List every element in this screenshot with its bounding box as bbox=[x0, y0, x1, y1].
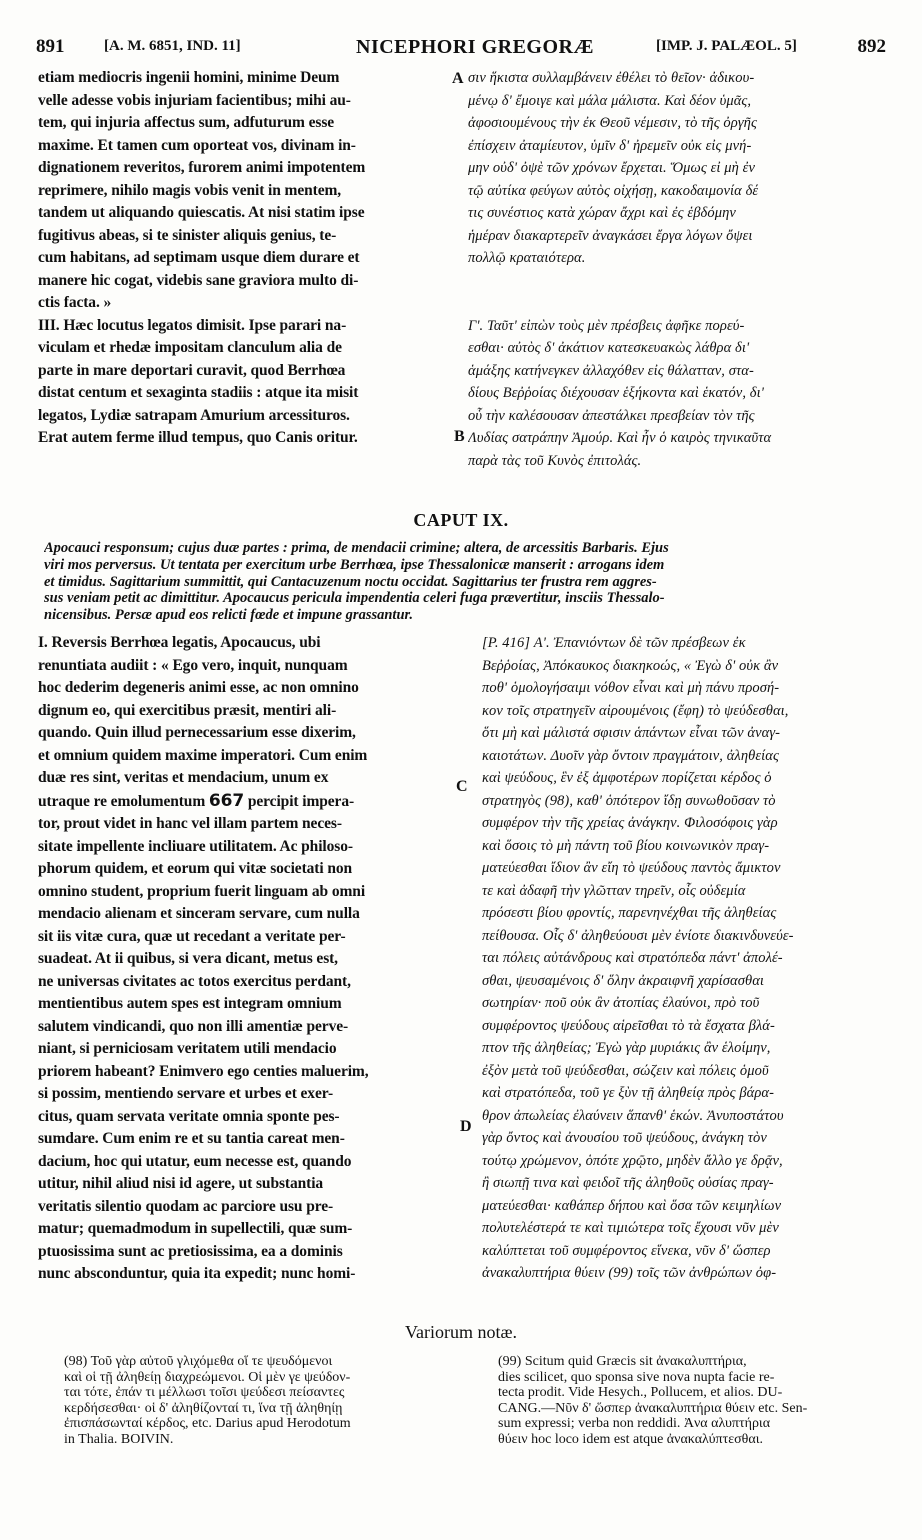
text-line: dignum eo, qui exercitibus præsit, mentiri ali- bbox=[38, 701, 337, 719]
text-line: dignationem reveritos, furorem animi impotentem bbox=[38, 159, 366, 176]
text-line: reprimere, nihilo magis vobis venit in mentem, bbox=[38, 181, 342, 199]
text-line: omnino student, proprium fuerit linguam ab omni bbox=[38, 882, 366, 900]
text-line: ματεύεσθαι ἴδιον ἂν εἴη τὸ ψεύδους παντὸς ἄμικτον bbox=[482, 860, 781, 876]
text-line: θρον ἀπωλείας ἐλαύνειν ἅπανθ' ἑκών. Ἀνυποστάτου bbox=[482, 1107, 784, 1124]
latin-line-with-page-number: utraque re emolumentum 667 percipit impera- bbox=[38, 790, 355, 811]
note-line: tecta prodit. Vide Hesych., Pollucem, et alios. DU- bbox=[498, 1385, 783, 1400]
margin-marker-a: A bbox=[452, 70, 464, 87]
text-line: ματεύεσθαι· καθάπερ δήπου καὶ ὅσα τῶν κειμηλίων bbox=[482, 1197, 782, 1214]
text-line: suadeat. At ii quibus, si vera dicant, metus est, bbox=[38, 950, 338, 967]
text-line: duæ res sint, veritas et mendacium, unum ex bbox=[38, 769, 329, 786]
main-latin-column bbox=[38, 632, 458, 1286]
text-line: cum habitans, ad septimam usque diem durare et bbox=[38, 249, 360, 266]
text-line: velle adesse vobis injuriam facientibus; mihi au- bbox=[38, 91, 351, 109]
text-line: συμφέρον τὴν τῆς χρείας ἀνάγκην. Φιλοσόφοις γὰρ bbox=[482, 815, 778, 831]
page-number-right: 892 bbox=[857, 36, 886, 57]
text-line: etiam mediocris ingenii homini, minime Deum bbox=[38, 69, 340, 86]
text-line: ptuosissima sunt ac pretiosissima, ea a dominis bbox=[38, 1242, 343, 1260]
text-line: priorem habeant? Enimvero ego centies maluerim, bbox=[38, 1062, 369, 1080]
text-line: σθαι, ψευσαμένοις δ' ὅλην ἀκραιφνῆ χαρίσασθαι bbox=[482, 972, 765, 989]
text-line: tandem ut aliquando quiescatis. At nisi statim ipse bbox=[38, 204, 365, 221]
text-line: σιν ἥκιστα συλλαμβάνειν ἐθέλει τὸ θεῖον· ἀδικου- bbox=[468, 70, 755, 86]
text-line: phorum quidem, et eorum qui vitæ societati non bbox=[38, 860, 353, 877]
text-line: καὶ στρατόπεδα, τοῦ γε ξὺν τῇ ἀληθείᾳ πρὸς βάρα- bbox=[482, 1085, 775, 1101]
note-line: καὶ οἱ τῇ ἀληθείῃ διαχρεώμενοι. Οἱ μὲν γε ψεύδον- bbox=[64, 1369, 351, 1385]
text-line: manere hic cogat, videbis sane graviora multo di- bbox=[38, 271, 359, 289]
text-line: niant, si perniciosam veritatem utili mendacio bbox=[38, 1040, 337, 1057]
text-line: sit iis vitæ cura, quæ ut recedant a veritate per- bbox=[38, 927, 346, 945]
page-number-left: 891 bbox=[36, 36, 65, 57]
text-line: συμφέροντος ψεύδους αἱρεῖσθαι τὸ τὰ ἔσχατα βλά- bbox=[482, 1017, 775, 1034]
text-line: sumdare. Cum enim re et su tantia careat men- bbox=[38, 1130, 345, 1147]
text-line: σωτηρίαν· ποῦ οὐκ ἂν ἀτοπίας ἐλαύνοι, πρὸ τοῦ bbox=[482, 995, 760, 1011]
text-line: utitur, nihil aliud nisi id agere, ut substantia bbox=[38, 1175, 324, 1192]
text-line: legatos, Lydiæ satrapam Amurium arcessituros. bbox=[38, 406, 350, 424]
top-latin-column bbox=[38, 67, 448, 450]
text-line: ὅτι μὴ καὶ μάλιστά σφισιν ἁπάντων εἶναι τῶν ἀναγ- bbox=[482, 725, 781, 741]
note-line: CANG.—Νῦν δ' ὥσπερ ἀνακαλυπτήρια θύειν etc. Sen- bbox=[498, 1400, 808, 1416]
text-line: maxime. Et tamen cum oporteat vos, divinam in- bbox=[38, 136, 356, 154]
text-line: ἡμέραν διακαρτερεῖν ἀναγκάσει ἔργα λόγων ὄψει bbox=[468, 227, 753, 244]
text-line: κον τοῖς στρατηγεῖν αἱρουμένοις (ἔφη) τὸ ψεύδεσθαι, bbox=[482, 702, 789, 719]
text-line: parte in mare deportari curavit, quod Berrhœa bbox=[38, 361, 346, 379]
text-line: ἐξὸν μετὰ τοῦ ψεύδεσθαι, σώζειν καὶ πόλεις ὁμοῦ bbox=[482, 1062, 769, 1079]
text-line: ἀφοσιουμένους τὴν ἐκ Θεοῦ νέμεσιν, τὸ τῆς ὀργῆς bbox=[468, 115, 757, 131]
text-line: si possim, mentiendo servare et urbes et exer- bbox=[38, 1085, 334, 1102]
text-line: distat centum et sexaginta stadiis : atque ita misit bbox=[38, 384, 359, 401]
note-98 bbox=[64, 1354, 464, 1447]
text-line: δίους Βεῤῥοίας διέχουσαν ἑξήκοντα καὶ ἑκατόν, δι' bbox=[468, 385, 764, 401]
text-line: Erat autem ferme illud tempus, quo Canis oritur. bbox=[38, 429, 358, 446]
text-line bbox=[468, 292, 888, 315]
summary-line: Apocauci responsum; cujus duæ partes : prima, de mendacii crimine; altera, de arcessitis Barbaris. Ejus bbox=[44, 540, 669, 556]
text-line: ἀνακαλυπτήρια θύειν (99) τοῖς τῶν ἀνθρώπων ὀφ- bbox=[482, 1265, 777, 1281]
header-title: NICEPHORI GREGORÆ bbox=[356, 36, 594, 58]
main-greek-column bbox=[482, 632, 892, 1285]
text-line: πολυτελέστερά τε καὶ τιμιώτερα τοῖς ἔχουσι νῦν μὲν bbox=[482, 1220, 779, 1236]
margin-marker-b: B bbox=[454, 428, 465, 445]
chapter-heading: CAPUT IX. bbox=[413, 510, 509, 530]
summary-line: et timidus. Sagittarium summittit, qui Cantacuzenum noctu occidat. Sagittarius ter frustra rem aggres- bbox=[44, 573, 657, 590]
note-line: sum expressi; verba non reddidi. Ἀνα αλυπτήρια bbox=[498, 1416, 771, 1431]
chapter-summary bbox=[44, 540, 884, 624]
text-line: καὶ ὅσοις τὸ μὴ πάντη τοῦ βίου κοινωνικὸν πραγ- bbox=[482, 837, 770, 854]
text-line: καιοτάτων. Δυοῖν γὰρ ὄντοιν πραγμάτοιν, ἀληθείας bbox=[482, 747, 779, 764]
text-line: hoc dederim degeneris animi esse, ac non omnino bbox=[38, 679, 359, 696]
text-line: sitate impellente incliuare utilitatem. Ac philoso- bbox=[38, 837, 353, 855]
text-line: εσθαι· αὐτὸς δ' ἀκάτιον κατεσκευακὼς λάθρα δι' bbox=[468, 340, 750, 356]
text-line: πείθουσα. Οἷς δ' ἀληθεύουσι μὲν ἐνίοτε διακινδυνεύε- bbox=[482, 927, 794, 944]
text-line: veritatis silentio quodam ac parciore usu pre- bbox=[38, 1197, 334, 1215]
text-line: [P. 416] Α'. Ἐπανιόντων δὲ τῶν πρέσβεων ἐκ bbox=[482, 635, 746, 651]
text-line: τε καὶ ἀδαφῆ τὴν γλῶτταν τηρεῖν, οἷς οὐδεμία bbox=[482, 882, 746, 899]
text-line: τῷ αὐτίκα φεύγων αὐτὸς οἰχήσῃ, κακοδαιμονία δέ bbox=[468, 182, 759, 199]
page-number-inline: 667 bbox=[208, 790, 245, 811]
text-line: μην οὐδ' ὀψὲ τῶν χρόνων ἔρχεται. Ὅμως εἰ μὴ ἐν bbox=[468, 160, 755, 176]
header-reference-right: [IMP. J. PALÆOL. 5] bbox=[656, 38, 797, 54]
note-line: ἐπισπάσωνταί κέρδος, etc. Darius apud Herodotum bbox=[64, 1416, 351, 1431]
text-line: citus, quam servata veritate omnia sponte pes- bbox=[38, 1107, 340, 1125]
text-line: καὶ ψεύδους, ἓν ἐξ ἀμφοτέρων πορίζεται κέρδος ὁ bbox=[482, 770, 772, 786]
summary-line: nicensibus. Persæ apud eos relicti fœde et impune grassantur. bbox=[44, 607, 413, 624]
note-line: (98) Τοῦ γὰρ αὐτοῦ γλιχόμεθα οἵ τε ψευδόμενοι bbox=[64, 1354, 333, 1369]
text-line: τις συνέστιος κατὰ χώραν ἄχρι καὶ ἐς ἑβδόμην bbox=[468, 205, 736, 221]
text-line: πτον τῆς ἀληθείας; Ἐγὼ γὰρ μυριάκις ἂν ἑλοίμην, bbox=[482, 1040, 771, 1056]
text-line: τούτῳ χρώμενον, ὁπότε χρῷτο, μηδὲν ἄλλο γε δρᾷν, bbox=[482, 1152, 783, 1169]
summary-line: viri mos perversus. Ut tentata per exercitum urbe Berrhœa, ipse Thessalonicæ manserit : arrogans idem bbox=[44, 556, 665, 573]
text-line: ne universas civitates ac totos exercitus perdant, bbox=[38, 972, 351, 990]
text-line: Βεῤῥοίας, Ἀπόκαυκος διακηκοώς, « Ἐγὼ δ' οὐκ ἂν bbox=[482, 657, 779, 674]
text-line: et omnium quidem maxime imperatori. Cum enim bbox=[38, 746, 368, 764]
text-line: ἁμάξης κατήνεγκεν ἀλλαχόθεν εἰς θάλατταν, στα- bbox=[468, 362, 754, 379]
note-line: in Thalia. BOIVIN. bbox=[64, 1431, 174, 1447]
note-line: dies scilicet, quo sponsa sive nova nupta facie re- bbox=[498, 1369, 775, 1385]
top-greek-column bbox=[468, 67, 888, 472]
text-line: III. Hæc locutus legatos dimisit. Ipse parari na- bbox=[38, 316, 347, 334]
text-line: ἢ σιωπῇ τινα καὶ φειδοῖ τῆς ἀληθοῦς οὐσίας πραγ- bbox=[482, 1175, 774, 1191]
text-line: ctis facta. » bbox=[38, 294, 112, 311]
text-line: I. Reversis Berrhœa legatis, Apocaucus, ubi bbox=[38, 634, 321, 651]
text-line: dacium, hoc qui utatur, eum necesse est, quando bbox=[38, 1152, 352, 1170]
text-line: viculam et rhedæ impositam clanculum alia de bbox=[38, 339, 342, 356]
running-header bbox=[36, 36, 886, 62]
margin-marker-d: D bbox=[460, 1118, 472, 1135]
text-line: tem, qui injuria affectus sum, adfuturum esse bbox=[38, 114, 335, 131]
text-line: quando. Quin illud pernecessarium esse dixerim, bbox=[38, 724, 356, 741]
text-line: tor, prout videt in hanc vel illam partem neces- bbox=[38, 815, 342, 832]
text-line: matur; quemadmodum in supellectili, quæ sum- bbox=[38, 1220, 353, 1237]
note-99 bbox=[498, 1354, 898, 1447]
text-line: nunc absconduntur, quia ita expedit; nunc homi- bbox=[38, 1265, 356, 1282]
text-line: fugitivus abeas, si te sinister aliquis genius, te- bbox=[38, 226, 337, 244]
text-line: ἐπίσχειν ἀταμίευτον, ὑμῖν δ' ἠρεμεῖν οὐκ εἰς μνή- bbox=[468, 137, 752, 154]
text-line: πρόσεστι βίου φροντίς, παρενηνέχθαι τῆς ἀληθείας bbox=[482, 905, 777, 921]
text-line: πολλῷ κραταιότερα. bbox=[468, 250, 586, 266]
note-line: θύειν hoc loco idem est atque ἀνακαλύπτεσθαι. bbox=[498, 1431, 763, 1447]
text-line: οὗ τὴν καλέσουσαν ἀπεστάλκει πρεσβείαν τὸν τῆς bbox=[468, 407, 755, 424]
text-line: mentientibus autem spes est integram omnium bbox=[38, 995, 342, 1012]
note-line: ται τότε, ἐπάν τι μέλλωσι τοῖσι ψεύδεσι πείσαντες bbox=[64, 1385, 345, 1400]
text-line: renuntiata audiit : « Ego vero, inquit, nunquam bbox=[38, 656, 348, 674]
text-line: Γ'. Ταῦτ' εἰπὼν τοὺς μὲν πρέσβεις ἀφῆκε πορεύ- bbox=[468, 317, 745, 334]
header-reference-left: [A. M. 6851, IND. 11] bbox=[104, 38, 241, 54]
text-line: mendacio alienam et sinceram servare, cum nulla bbox=[38, 905, 360, 922]
text-line: παρὰ τὰς τοῦ Κυνὸς ἐπιτολάς. bbox=[468, 452, 642, 469]
note-line: κερδήσεσθαι· οἱ δ' ἀληθίζονταί τι, ἵνα τῇ ἀληθηίῃ bbox=[64, 1400, 343, 1416]
note-line: (99) Scitum quid Græcis sit ἀνακαλυπτήρια, bbox=[498, 1354, 747, 1369]
text-line: Λυδίας σατράπην Ἀμούρ. Καὶ ἦν ὁ καιρὸς τηνικαῦτα bbox=[468, 430, 772, 446]
text-line: γὰρ ὄντος καὶ ἀνουσίου τοῦ ψεύδους, ἀνάγκη τὸν bbox=[482, 1130, 767, 1146]
text-line: ποθ' ὁμολογήσαιμι νόθον εἶναι καὶ μὴ πάνυ προσή- bbox=[482, 680, 780, 696]
margin-marker-c: C bbox=[456, 778, 468, 795]
text-line: στρατηγὸς (98), καθ' ὁπότερον ἴδῃ συνωθοῦσαν τὸ bbox=[482, 792, 776, 809]
text-line: salutem vindicandi, quo non illi amentiæ perve- bbox=[38, 1017, 349, 1035]
text-line: μένῳ δ' ἔμοιγε καὶ μάλα μάλιστα. Καὶ δέον ὑμᾶς, bbox=[468, 92, 752, 109]
text-line bbox=[468, 270, 888, 293]
summary-line: sus veniam petit ac dimittitur. Apocaucus pericula impendentia celeri fuga prævertitur, insciis Thessalo- bbox=[44, 590, 665, 607]
text-line: ται πόλεις αὐτάνδρους καὶ στρατόπεδα πάντ' ἀπολέ- bbox=[482, 950, 783, 966]
text-line: καλύπτεται τοῦ συμφέροντος εἵνεκα, νῦν δ' ὥσπερ bbox=[482, 1242, 771, 1259]
notes-heading: Variorum notæ. bbox=[405, 1322, 517, 1342]
